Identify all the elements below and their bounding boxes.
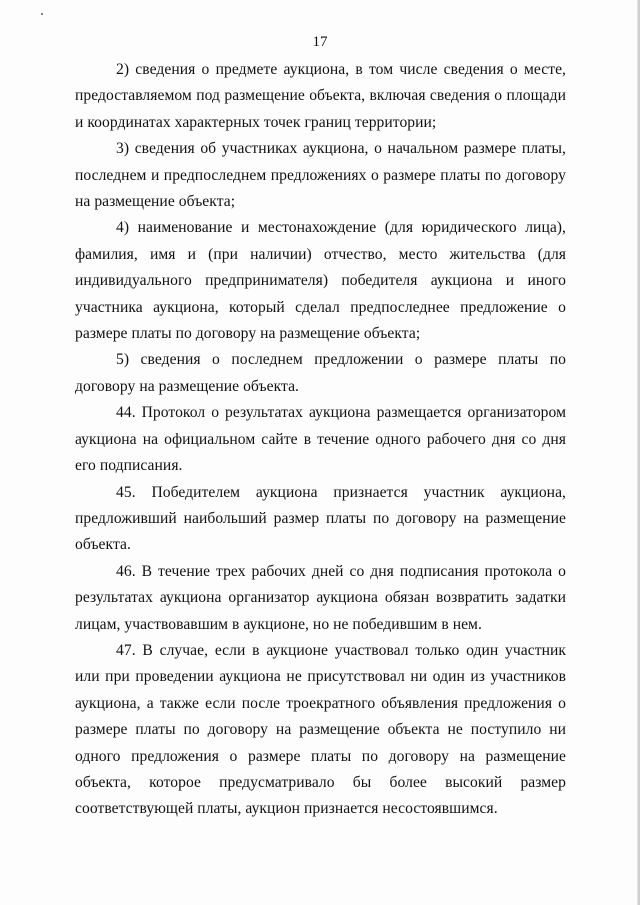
paragraph-clause-45: 45. Победителем аукциона признается участник аукциона, предложивший наибольший размер платы по договору на размещение объекта. [75, 483, 566, 554]
paragraph-clause-44: 44. Протокол о результатах аукциона размещается организатором аукциона на официальном сайте в течение одного рабочего дня со дня его подписания. [75, 404, 566, 475]
paragraph-item-3: 3) сведения об участниках аукциона, о начальном размере платы, последнем и предпоследнем предложениях о размере платы по договору на размещение объекта; [75, 140, 566, 211]
paragraph-clause-47: 47. В случае, если в аукционе участвовал только один участник или при проведении аукциона не присутствовал ни один из участников аукциона, а также если после троекратного объявления предложения о размере платы по договору на размещение объекта не поступило ни одного предложения о размере платы по договору на размещение объекта, которое предусматривало бы более высокий размер соответствующей платы, аукцион признается несостоявшимся. [75, 641, 566, 818]
page-number: 17 [312, 34, 328, 50]
paragraph-item-5: 5) сведения о последнем предложении о размере платы по договору на размещение объекта. [75, 351, 566, 395]
scan-speck [41, 13, 43, 15]
document-body [75, 57, 566, 823]
paragraph-item-4: 4) наименование и местонахождение (для юридического лица), фамилия, имя и (при наличии) отчество, место жительства (для индивидуального предпринимателя) победителя аукциона и иного участника аукциона, который сделал предпоследнее предложение о размере платы по договору на размещение объекта; [75, 219, 566, 343]
paragraph-item-2: 2) сведения о предмете аукциона, в том числе сведения о месте, предоставляемом под размещение объекта, включая сведения о площади и координатах характерных точек границ территории; [75, 61, 566, 131]
paragraph-clause-46: 46. В течение трех рабочих дней со дня подписания протокола о результатах аукциона организатор аукциона обязан возвратить задатки лицам, участвовавшим в аукционе, но не победившим в нем. [75, 562, 566, 633]
